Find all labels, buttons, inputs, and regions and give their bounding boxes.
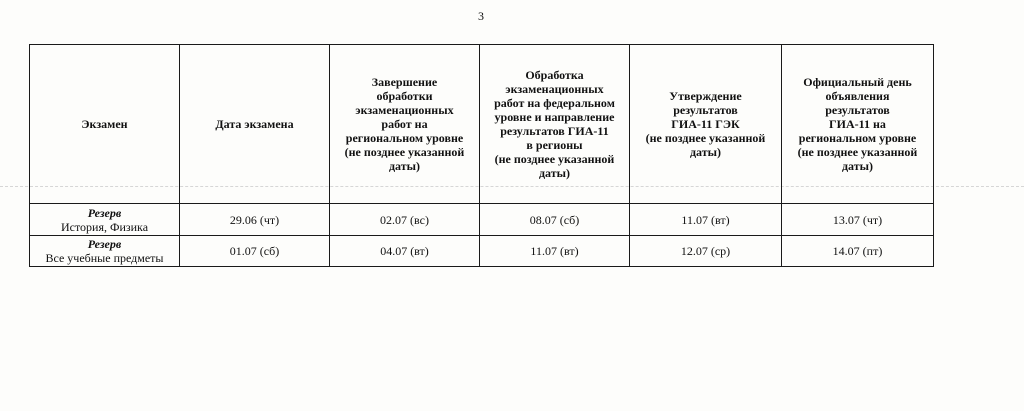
table-row [30, 236, 934, 267]
header-federal-processing: Обработка экзаменационных работ на федеральном уровне и направление результатов ГИА-11 в регионы (не позднее указанной даты) [480, 45, 630, 204]
page-number: 3 [478, 9, 484, 23]
header-exam-date: Дата экзамена [180, 45, 330, 204]
federal-processing-cell: 08.07 (сб) [480, 204, 630, 236]
exam-subject: История, Физика [60, 219, 149, 234]
regional-processing-cell: 04.07 (вт) [330, 236, 480, 267]
announcement-cell: 13.07 (чт) [782, 204, 934, 236]
federal-processing-cell: 11.07 (вт) [480, 236, 630, 267]
exam-schedule-table [29, 44, 934, 267]
header-exam: Экзамен [30, 45, 180, 204]
regional-processing-cell: 02.07 (вс) [330, 204, 480, 236]
reserve-label: Резерв [87, 237, 122, 251]
gek-approval-cell: 11.07 (вт) [630, 204, 782, 236]
header-regional-processing: Завершение обработки экзаменационных работ на региональном уровне (не позднее указанной даты) [330, 45, 480, 204]
header-gek-approval: Утверждение результатов ГИА-11 ГЭК (не позднее указанной даты) [630, 45, 782, 204]
reserve-label: Резерв [87, 205, 122, 220]
table-header-row [30, 45, 934, 204]
table-row [30, 204, 934, 236]
exam-cell [30, 236, 180, 267]
announcement-cell: 14.07 (пт) [782, 236, 934, 267]
header-announcement: Официальный день объявления результатов ГИА-11 на региональном уровне (не позднее указанной даты) [782, 45, 934, 204]
exam-subject: Все учебные предметы [45, 251, 164, 265]
exam-date-cell: 29.06 (чт) [180, 204, 330, 236]
gek-approval-cell: 12.07 (ср) [630, 236, 782, 267]
exam-date-cell: 01.07 (сб) [180, 236, 330, 267]
exam-cell [30, 204, 180, 236]
